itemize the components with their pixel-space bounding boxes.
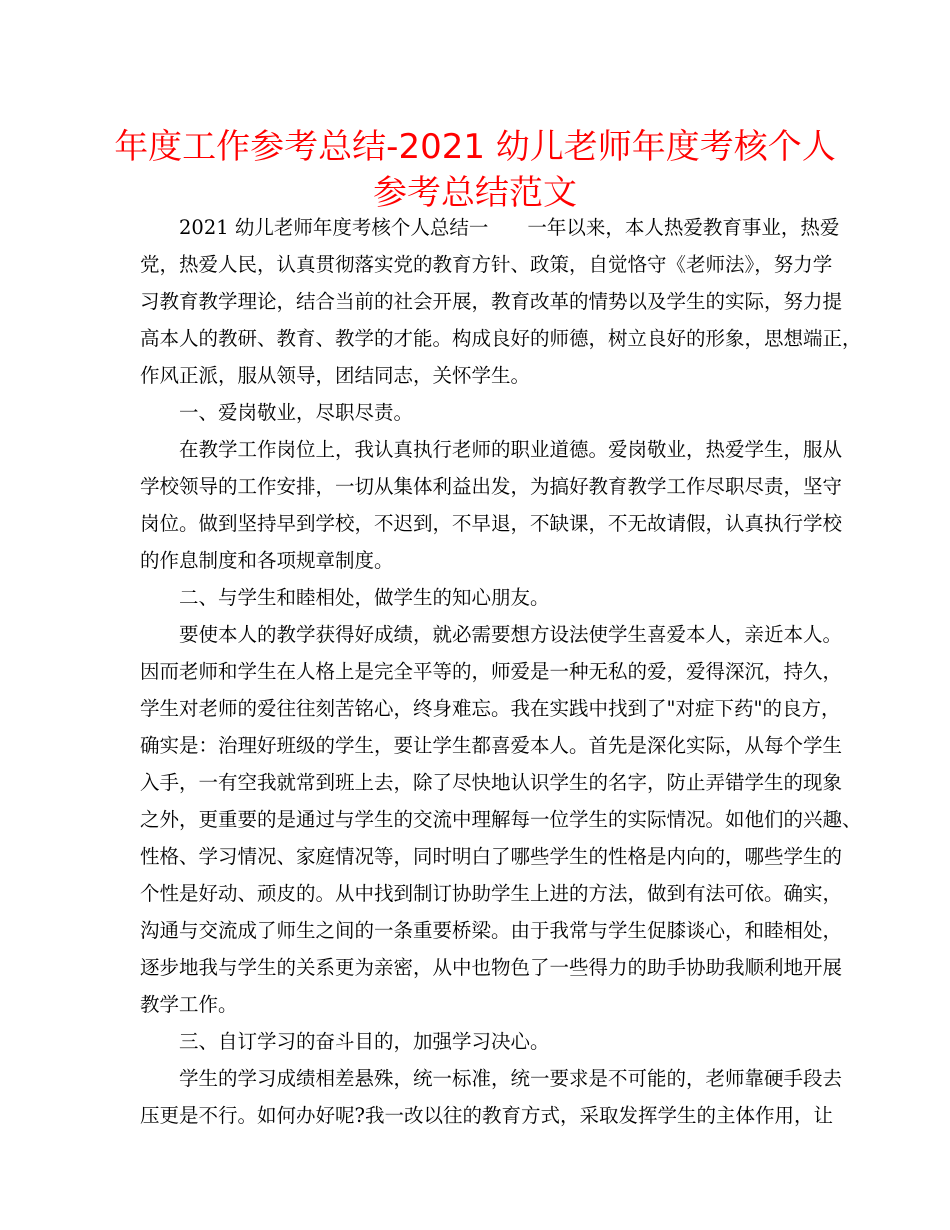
document-title-line-2: 参考总结范文 [373,173,577,213]
body-line: 要使本人的教学获得好成绩，就必需要想方设法使学生喜爱本人，亲近本人。 [179,623,843,646]
body-line: 之外，更重要的是通过与学生的交流中理解每一位学生的实际情况。如他们的兴趣、 [140,808,862,831]
body-line: 学生的学习成绩相差悬殊，统一标准，统一要求是不可能的，老师靠硬手段去 [179,1067,843,1090]
document-title-line-1: 年度工作参考总结-2021 幼儿老师年度考核个人 [114,127,836,167]
body-line: 个性是好动、顽皮的。从中找到制订协助学生上进的方法，做到有法可依。确实， [140,882,843,905]
body-line: 高本人的教研、教育、教学的才能。构成良好的师德，树立良好的形象，思想端正， [140,327,862,350]
body-line: 岗位。做到坚持早到学校，不迟到，不早退，不缺课，不无故请假，认真执行学校 [140,512,843,535]
body-line: 因而老师和学生在人格上是完全平等的，师爱是一种无私的爱，爱得深沉，持久， [140,660,843,683]
body-line: 入手，一有空我就常到班上去，除了尽快地认识学生的名字，防止弄错学生的现象 [140,771,843,794]
body-line: 压更是不行。如何办好呢?我一改以往的教育方式，采取发挥学生的主体作用，让 [140,1104,833,1127]
body-line: 的作息制度和各项规章制度。 [140,549,394,572]
body-line: 逐步地我与学生的关系更为亲密，从中也物色了一些得力的助手协助我顺利地开展 [140,956,843,979]
section-heading: 二、与学生和睦相处，做学生的知心朋友。 [179,586,550,609]
body-line: 确实是：治理好班级的学生，要让学生都喜爱本人。首先是深化实际，从每个学生 [140,734,843,757]
body-line: 性格、学习情况、家庭情况等，同时明白了哪些学生的性格是内向的，哪些学生的 [140,845,843,868]
section-heading: 三、自订学习的奋斗目的，加强学习决心。 [179,1030,550,1053]
body-line: 习教育教学理论，结合当前的社会开展，教育改革的情势以及学生的实际，努力提 [140,290,843,313]
body-line: 2021 幼儿老师年度考核个人总结一 一年以来，本人热爱教育事业，热爱 [179,216,840,239]
body-line: 党，热爱人民，认真贯彻落实党的教育方针、政策，自觉恪守《老师法》，努力学 [140,253,833,276]
body-line: 教学工作。 [140,993,238,1016]
body-line: 作风正派，服从领导，团结同志，关怀学生。 [140,364,531,387]
body-line: 在教学工作岗位上，我认真执行老师的职业道德。爱岗敬业，热爱学生，服从 [179,438,843,461]
section-heading: 一、爱岗敬业，尽职尽责。 [179,401,414,424]
body-line: 沟通与交流成了师生之间的一条重要桥梁。由于我常与学生促膝谈心，和睦相处， [140,919,843,942]
body-line: 学校领导的工作安排，一切从集体利益出发，为搞好教育教学工作尽职尽责，坚守 [140,475,843,498]
body-line: 学生对老师的爱往往刻苦铭心，终身难忘。我在实践中找到了"对症下药"的良方， [140,697,841,720]
